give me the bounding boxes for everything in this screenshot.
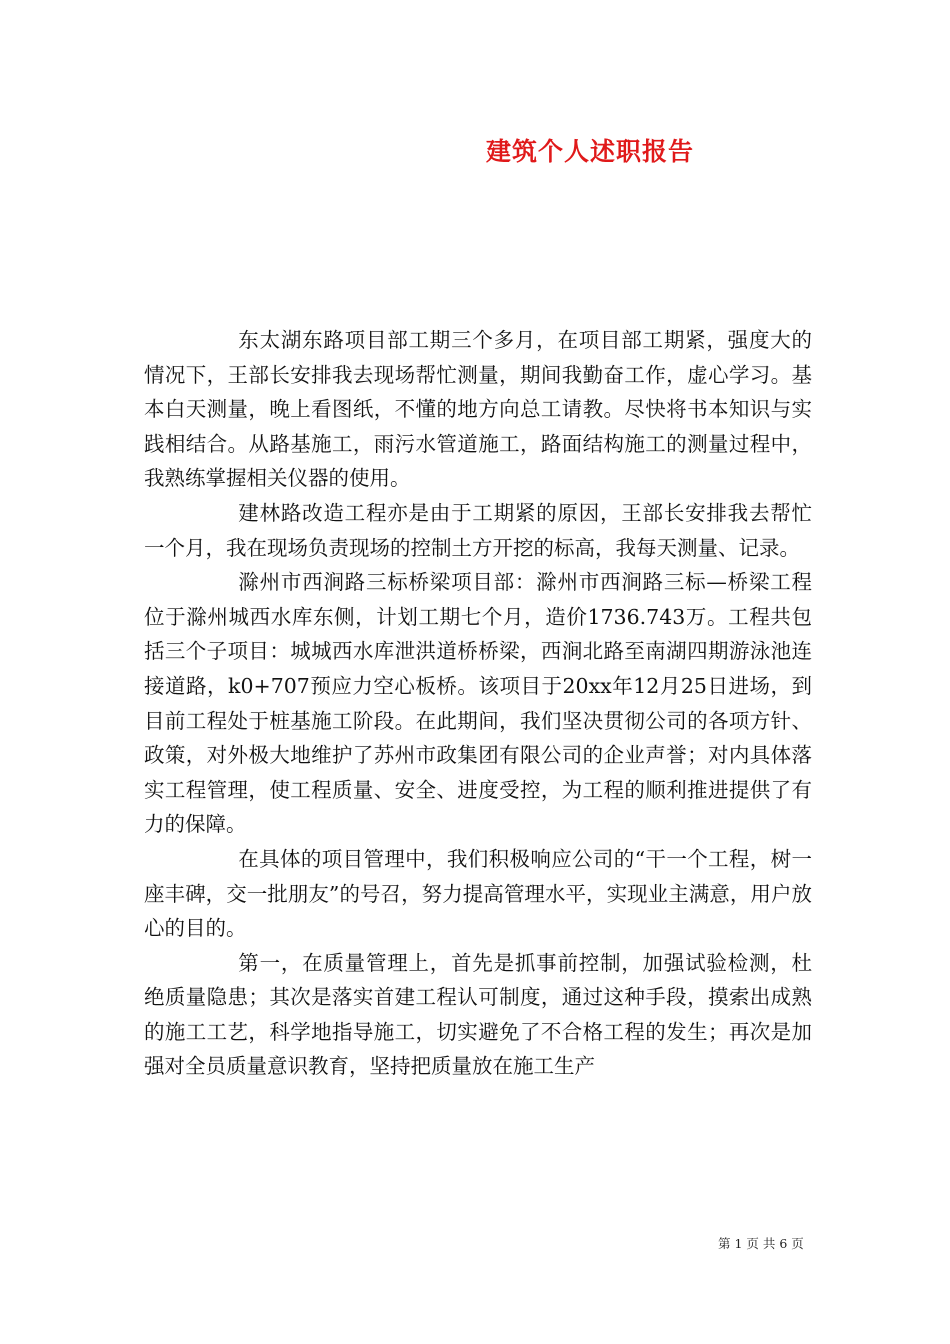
paragraph-jianlin-road: 建林路改造工程亦是由于工期紧的原因，王部长安排我去帮忙一个月，我在现场负责现场的控制土方开挖的标高，我每天测量、记录。 — [144, 500, 812, 560]
document-title: 建筑个人述职报告 — [485, 137, 694, 166]
page-number-footer: 第 1 页 共 6 页 — [718, 1236, 804, 1251]
paragraph-quality-management: 第一，在质量管理上，首先是抓事前控制，加强试验检测，杜绝质量隐患；其次是落实首建工程认可制度，通过这种手段，摸索出成熟的施工工艺，科学地指导施工，切实避免了不合格工程的发生；再次是加强对全员质量意识教育，坚持把质量放在施工生产 — [144, 950, 812, 1079]
document-body — [144, 323, 812, 1084]
paragraph-project-management: 在具体的项目管理中，我们积极响应公司的“干一个工程，树一座丰碑，交一批朋友”的号召，努力提高管理水平，实现业主满意，用户放心的目的。 — [144, 846, 812, 941]
paragraph-dongtaihu-project: 东太湖东路项目部工期三个多月，在项目部工期紧，强度大的情况下，王部长安排我去现场帮忙测量，期间我勤奋工作，虚心学习。基本白天测量，晚上看图纸，不懂的地方向总工请教。尽快将书本知识与实践相结合。从路基施工，雨污水管道施工，路面结构施工的测量过程中，我熟练掌握相关仪器的使用。 — [144, 328, 812, 491]
paragraph-chuzhou-bridge: 滁州市西涧路三标桥梁项目部：滁州市西涧路三标—桥梁工程位于滁州城西水库东侧，计划工期七个月，造价1736.743万。工程共包括三个子项目：城城西水库泄洪道桥桥梁，西涧北路至南湖四期游泳池连接道路，k0+707预应力空心板桥。该项目于20xx年12月25日进场，到目前工程处于桩基施工阶段。在此期间，我们坚决贯彻公司的各项方针、政策，对外极大地维护了苏州市政集团有限公司的企业声誉；对内具体落实工程管理，使工程质量、安全、进度受控，为工程的顺利推进提供了有力的保障。 — [144, 570, 812, 837]
